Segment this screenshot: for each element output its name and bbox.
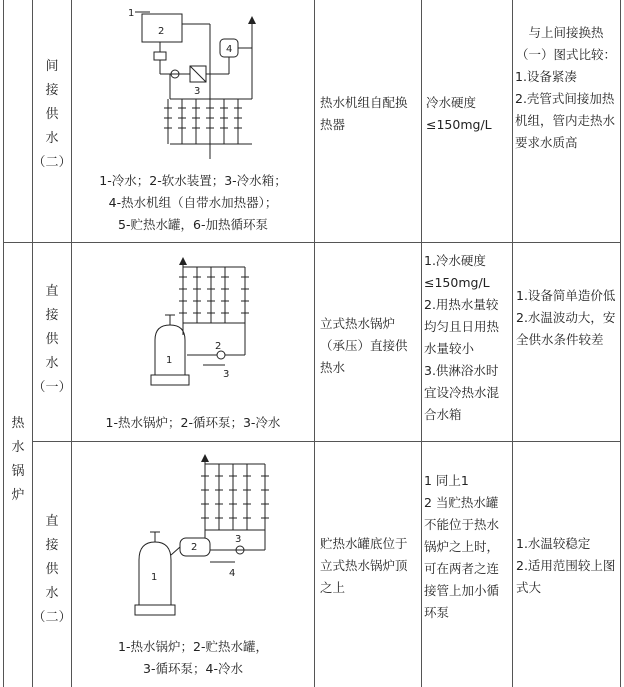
features-text: 1.水温较稳定 2.适用范围较上图式大 [516, 536, 616, 595]
water-quality-text: 1 同上1 2 当贮热水罐不能位于热水锅炉之上时，可在两者之连接管上加小循环泵 [424, 473, 500, 620]
grid-line [71, 0, 72, 687]
features-text: 与上间接换热（一）图式比较： 1.设备紧凑 2.壳管式间接加热机组，管内走热水要求水质高 [515, 25, 616, 150]
row-divider [32, 441, 620, 442]
supply-type-label: 直 接 供 水 （二） [32, 514, 72, 625]
grid-line [620, 0, 621, 687]
grid-line [3, 0, 4, 687]
supply-type-label: 直 接 供 水 （一） [32, 284, 72, 395]
equipment-text: 立式热水锅炉（承压）直接供热水 [320, 316, 408, 375]
svg-text:4: 4 [226, 44, 233, 55]
svg-text:3: 3 [223, 369, 230, 380]
diagram-caption: 1-热水锅炉；2-循环泵；3-冷水 [105, 415, 281, 430]
svg-text:2: 2 [191, 542, 198, 553]
row-divider [3, 242, 620, 243]
svg-text:3: 3 [194, 86, 201, 97]
equipment-text: 贮热水罐底位于立式热水锅炉顶之上 [320, 536, 408, 595]
svg-text:2: 2 [215, 341, 222, 352]
water-quality-text: 1.冷水硬度≤150mg/L 2.用热水量较均匀且日用热水量较小 3.供淋浴水时宜设冷热水混合水箱 [424, 253, 500, 422]
grid-line [512, 0, 513, 687]
svg-text:1: 1 [128, 8, 135, 19]
equipment-text: 热水机组自配换热器 [320, 95, 408, 132]
system-diagram-direct-2 [125, 450, 285, 630]
water-quality-text: 冷水硬度≤150mg/L [426, 95, 492, 132]
system-diagram-indirect-2 [120, 4, 270, 169]
svg-text:4: 4 [229, 568, 236, 579]
group-label: 热 水 锅 炉 [11, 416, 25, 503]
supply-type-label: 间 接 供 水 （二） [32, 59, 72, 170]
system-diagram-direct-1 [135, 255, 275, 400]
svg-text:2: 2 [158, 26, 165, 37]
svg-text:1: 1 [151, 572, 158, 583]
svg-text:3: 3 [235, 534, 242, 545]
grid-line [421, 0, 422, 687]
features-text: 1.设备简单造价低 2.水温波动大，安全供水条件较差 [516, 288, 616, 347]
grid-line [314, 0, 315, 687]
diagram-caption: 1-冷水；2-软水装置；3-冷水箱； 4-热水机组（自带水加热器）； 5-贮热水罐，6-加热循环泵 [99, 173, 287, 232]
diagram-caption: 1-热水锅炉；2-贮热水罐， 3-循环泵；4-冷水 [118, 639, 268, 676]
svg-text:1: 1 [166, 355, 173, 366]
